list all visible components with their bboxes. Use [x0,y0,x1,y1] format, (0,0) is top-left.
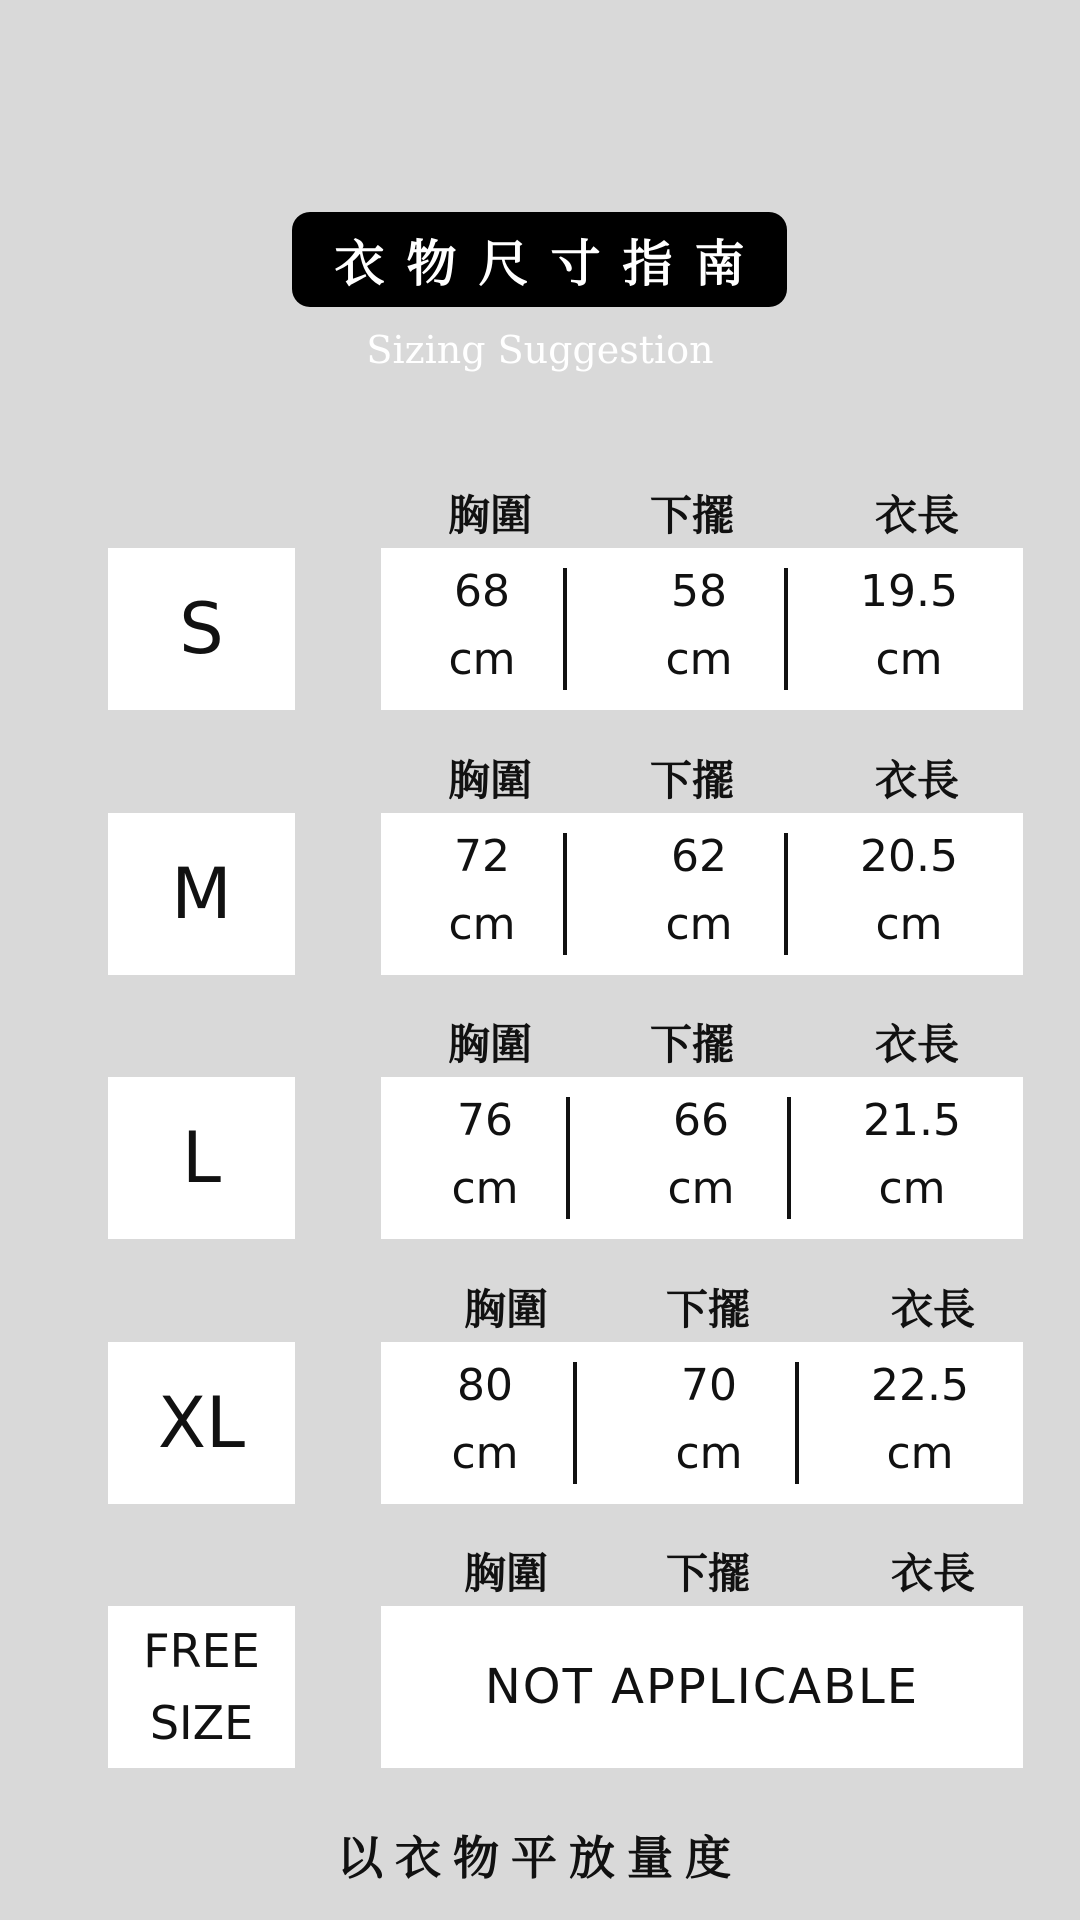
measurement-box [381,548,1023,710]
size-label: L [108,1077,295,1239]
unit-label: cm [878,1163,946,1214]
length-value [829,558,989,694]
length-number: 22.5 [871,1360,969,1411]
length-value [840,1352,1000,1488]
divider [787,1097,791,1219]
header-hem: 下擺 [649,756,734,805]
header-chest: 胸圍 [447,756,532,805]
unit-label: cm [451,1163,519,1214]
length-number: 21.5 [863,1095,961,1146]
free-size-line2: SIZE [149,1696,254,1750]
length-value [829,823,989,959]
header-length: 衣長 [874,1020,959,1069]
unit-label: cm [665,899,733,950]
unit-label: cm [886,1428,954,1479]
hem-number: 70 [681,1360,737,1411]
divider [784,568,788,690]
unit-label: cm [665,634,733,685]
size-label [108,1606,295,1768]
measurement-box [381,813,1023,975]
hem-number: 58 [671,566,727,617]
chest-number: 80 [457,1360,513,1411]
measurement-box [381,1077,1023,1239]
unit-label: cm [451,1428,519,1479]
header-length: 衣長 [890,1285,975,1334]
header-chest: 胸圍 [447,491,532,540]
length-number: 19.5 [860,566,958,617]
title-badge [292,212,787,307]
header-length: 衣長 [874,491,959,540]
divider [563,833,567,955]
length-number: 20.5 [860,831,958,882]
page-subtitle: Sizing Suggestion [366,328,714,372]
header-chest: 胸圍 [463,1549,548,1598]
hem-value [619,823,779,959]
unit-label: cm [875,634,943,685]
divider [573,1362,577,1484]
size-row-xl [0,1280,1080,1550]
hem-value [619,558,779,694]
header-length: 衣長 [890,1549,975,1598]
not-applicable-text: NOT APPLICABLE [484,1659,920,1715]
size-row-l [0,1015,1080,1285]
size-label: S [108,548,295,710]
unit-label: cm [875,899,943,950]
measurement-box [381,1606,1023,1768]
divider [566,1097,570,1219]
header-hem: 下擺 [649,1020,734,1069]
chest-value [405,1352,565,1488]
chest-value [402,823,562,959]
divider [563,568,567,690]
page-title: 衣物尺寸指南 [334,234,767,293]
unit-label: cm [448,634,516,685]
size-label: M [108,813,295,975]
header-chest: 胸圍 [447,1020,532,1069]
hem-value [629,1352,789,1488]
header-hem: 下擺 [665,1285,750,1334]
unit-label: cm [675,1428,743,1479]
footer-note: 以衣物平放量度 [337,1831,743,1885]
chest-number: 68 [454,566,510,617]
size-row-free [0,1544,1080,1814]
hem-number: 66 [673,1095,729,1146]
chest-number: 72 [454,831,510,882]
hem-value [621,1087,781,1223]
header-length: 衣長 [874,756,959,805]
size-row-s [0,486,1080,756]
header-hem: 下擺 [649,491,734,540]
unit-label: cm [448,899,516,950]
measurement-box [381,1342,1023,1504]
hem-number: 62 [671,831,727,882]
chest-value [402,558,562,694]
header-chest: 胸圍 [463,1285,548,1334]
divider [784,833,788,955]
size-row-m [0,751,1080,1021]
unit-label: cm [667,1163,735,1214]
free-size-line1: FREE [143,1624,260,1678]
chest-value [405,1087,565,1223]
length-value [832,1087,992,1223]
size-label: XL [108,1342,295,1504]
divider [795,1362,799,1484]
chest-number: 76 [457,1095,513,1146]
header-hem: 下擺 [665,1549,750,1598]
